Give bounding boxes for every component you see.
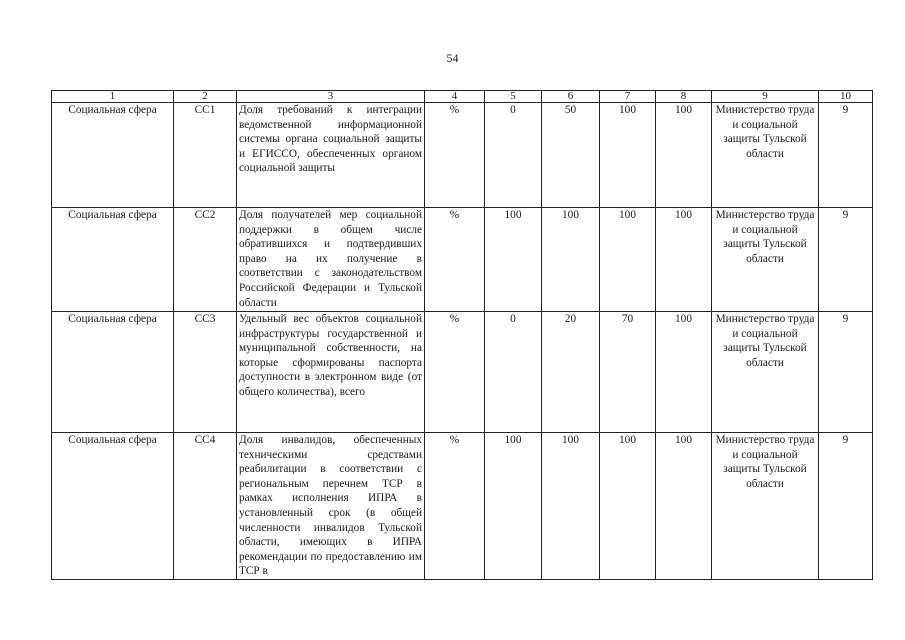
value-cell: 9: [819, 433, 873, 580]
code-cell: СС2: [174, 208, 237, 312]
column-number-row: [52, 91, 873, 103]
responsible-cell: Министерство труда и социальной защиты Тульской области: [712, 433, 819, 580]
unit-cell: %: [425, 103, 485, 208]
value-cell: 100: [485, 433, 542, 580]
code-cell: СС1: [174, 103, 237, 208]
column-number: 7: [600, 91, 656, 103]
sphere-cell: Социальная сфера: [52, 208, 174, 312]
column-number: 4: [425, 91, 485, 103]
column-number: 9: [712, 91, 819, 103]
responsible-cell: Министерство труда и социальной защиты Тульской области: [712, 208, 819, 312]
indicator-cell: Доля требований к интеграции ведомственной информационной системы органа социальной защиты и ЕГИССО, обеспеченных органом социальной защиты: [237, 103, 425, 208]
value-cell: 100: [542, 433, 600, 580]
value-cell: 0: [485, 312, 542, 433]
sphere-cell: Социальная сфера: [52, 433, 174, 580]
value-cell: 20: [542, 312, 600, 433]
table-row: [52, 103, 873, 208]
value-cell: 100: [656, 433, 712, 580]
sphere-cell: Социальная сфера: [52, 103, 174, 208]
column-number: 5: [485, 91, 542, 103]
unit-cell: %: [425, 433, 485, 580]
value-cell: 50: [542, 103, 600, 208]
value-cell: 100: [485, 208, 542, 312]
value-cell: 0: [485, 103, 542, 208]
value-cell: 100: [542, 208, 600, 312]
column-number: 3: [237, 91, 425, 103]
column-number: 6: [542, 91, 600, 103]
value-cell: 100: [656, 312, 712, 433]
value-cell: 70: [600, 312, 656, 433]
value-cell: 100: [600, 433, 656, 580]
value-cell: 9: [819, 103, 873, 208]
value-cell: 9: [819, 208, 873, 312]
table-row: [52, 312, 873, 433]
value-cell: 100: [656, 208, 712, 312]
indicator-cell: Доля получателей мер социальной поддержки в общем числе обратившихся и подтвердивших право на их получение в соответствии с законодательством Российской Федерации и Тульской области: [237, 208, 425, 312]
unit-cell: %: [425, 208, 485, 312]
table-row: [52, 433, 873, 580]
indicator-cell: Доля инвалидов, обеспеченных техническими средствами реабилитации в соответствии с региональным перечнем ТСР в рамках исполнения ИПРА в установленный срок (в общей численности инвалидов Тульской области, имеющих в ИПРА рекомендации по предоставлению им ТСР в: [237, 433, 425, 580]
column-number: 10: [819, 91, 873, 103]
column-number: 8: [656, 91, 712, 103]
value-cell: 9: [819, 312, 873, 433]
value-cell: 100: [656, 103, 712, 208]
responsible-cell: Министерство труда и социальной защиты Тульской области: [712, 103, 819, 208]
unit-cell: %: [425, 312, 485, 433]
responsible-cell: Министерство труда и социальной защиты Тульской области: [712, 312, 819, 433]
column-number: 2: [174, 91, 237, 103]
value-cell: 100: [600, 103, 656, 208]
column-number: 1: [52, 91, 174, 103]
page-number: 54: [446, 51, 459, 65]
code-cell: СС4: [174, 433, 237, 580]
sphere-cell: Социальная сфера: [52, 312, 174, 433]
table-row: [52, 208, 873, 312]
value-cell: 100: [600, 208, 656, 312]
code-cell: СС3: [174, 312, 237, 433]
indicators-table: [51, 90, 873, 580]
indicator-cell: Удельный вес объектов социальной инфраструктуры государственной и муниципальной собственности, на которые сформированы паспорта доступности в электронном виде (от общего количества), всего: [237, 312, 425, 433]
